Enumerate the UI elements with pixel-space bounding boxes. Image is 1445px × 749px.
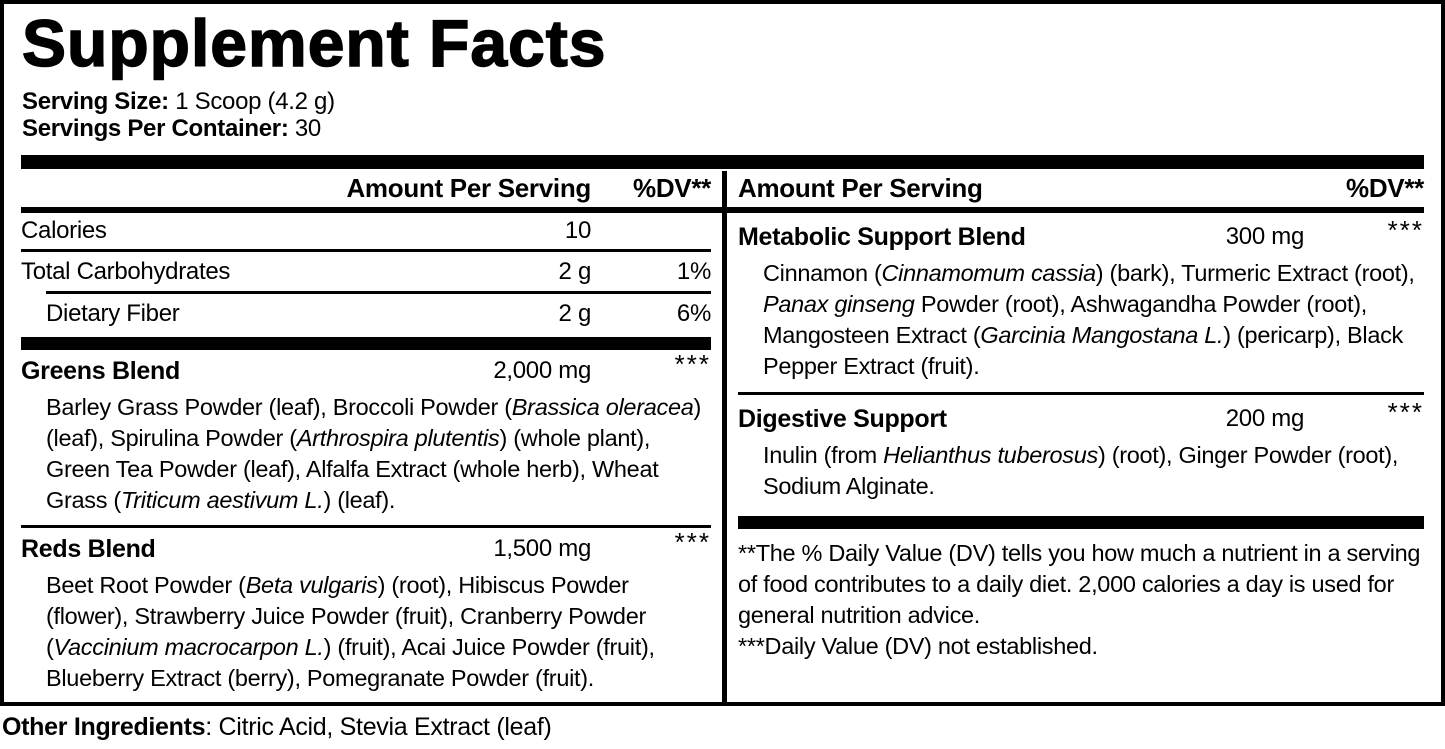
blend-name: Digestive Support — [738, 404, 947, 433]
blend-name: Greens Blend — [21, 356, 180, 385]
nutrient-dv: 6% — [676, 299, 711, 327]
footnote-daily-value: **The % Daily Value (DV) tells you how much a nutrient in a serving of food contributes to a daily diet. 2,000 calories a day is used for general nutrition advice. — [738, 540, 1421, 628]
thick-separator-bar — [21, 337, 711, 350]
blend-row-greens-blend — [21, 350, 711, 392]
right-column-header — [738, 173, 1424, 204]
left-dv-header: %DV** — [633, 172, 711, 203]
other-ingredients-label: Other Ingredients — [2, 713, 206, 741]
other-ingredients-value: : Citric Acid, Stevia Extract (leaf) — [205, 713, 552, 741]
nutrient-amount: 2 g — [558, 299, 591, 327]
other-ingredients-line — [2, 713, 552, 742]
footnote-dv-not-established: ***Daily Value (DV) not established. — [738, 633, 1098, 659]
nutrient-amount: 10 — [564, 217, 591, 244]
servings-per-container-line — [22, 115, 1441, 142]
blend-dv — [591, 348, 711, 387]
daily-value-asterisks: *** — [1387, 214, 1424, 245]
right-dv-header: %DV** — [1346, 172, 1424, 203]
left-column — [21, 213, 711, 703]
daily-value-asterisks: *** — [1387, 396, 1424, 427]
panel-title: Supplement Facts — [22, 6, 607, 80]
blend-dv — [1304, 214, 1424, 253]
right-amount-per-serving-header: Amount Per Serving — [738, 172, 983, 203]
blend-amount: 200 mg — [1225, 405, 1304, 432]
blend-amount: 300 mg — [1225, 223, 1304, 250]
nutrient-name: Dietary Fiber — [46, 299, 180, 327]
servings-per-container-value: 30 — [288, 115, 321, 142]
blend-row-digestive-support — [738, 398, 1424, 440]
nutrient-row-calories — [21, 213, 711, 252]
blend-ingredients-greens: Barley Grass Powder (leaf), Broccoli Powder (Brassica oleracea) (leaf), Spirulina Powder (Arthrospira plutentis) (whole plant), Green Tea Powder (leaf), Alfalfa Extract (whole herb), Wheat Grass (Triticum aestivum L.) (leaf). — [46, 394, 702, 513]
top-divider-bar — [21, 155, 1424, 169]
nutrient-dv: 1% — [676, 257, 711, 285]
blend-ingredients-metabolic: Cinnamon (Cinnamomum cassia) (bark), Turmeric Extract (root), Panax ginseng Powder (root), Ashwagandha Powder (root), Mangosteen Extract (Garcinia Mangostana L.) (pericarp), Black Pepper Extract (fruit). — [763, 260, 1415, 379]
serving-size-label: Serving Size: — [22, 88, 169, 115]
serving-size-line — [22, 88, 1441, 115]
nutrient-name: Total Carbohydrates — [21, 257, 231, 285]
blend-row-reds-blend — [21, 528, 711, 570]
left-column-header — [21, 173, 711, 204]
column-divider — [722, 171, 727, 702]
blend-ingredients-reds: Beet Root Powder (Beta vulgaris) (root), Hibiscus Powder (flower), Strawberry Juice Powder (fruit), Cranberry Powder (Vaccinium macrocarpon L.) (fruit), Acai Juice Powder (fruit), Blueberry Extract (berry), Pomegranate Powder (fruit). — [46, 572, 655, 691]
blend-ingredients-digestive: Inulin (from Helianthus tuberosus) (root), Ginger Powder (root), Sodium Alginate. — [763, 442, 1399, 499]
blend-amount: 1,500 mg — [493, 535, 591, 562]
blend-dv — [591, 526, 711, 565]
thin-separator — [738, 392, 1424, 395]
blend-row-metabolic-support — [738, 216, 1424, 258]
serving-size-value: 1 Scoop (4.2 g) — [168, 88, 335, 115]
servings-per-container-label: Servings Per Container: — [22, 115, 289, 142]
nutrient-row-dietary-fiber — [21, 294, 711, 333]
thick-separator-bar — [738, 516, 1424, 529]
right-column — [738, 213, 1424, 703]
footnotes — [738, 538, 1424, 662]
blend-dv — [1304, 396, 1424, 435]
nutrient-amount: 2 g — [558, 257, 591, 285]
blend-name: Metabolic Support Blend — [738, 222, 1026, 251]
nutrient-name: Calories — [21, 217, 107, 244]
blend-name: Reds Blend — [21, 534, 156, 563]
nutrient-row-total-carbohydrates — [21, 252, 711, 291]
daily-value-asterisks: *** — [674, 348, 711, 379]
left-amount-per-serving-header: Amount Per Serving — [346, 172, 591, 203]
blend-amount: 2,000 mg — [493, 357, 591, 384]
daily-value-asterisks: *** — [674, 526, 711, 557]
